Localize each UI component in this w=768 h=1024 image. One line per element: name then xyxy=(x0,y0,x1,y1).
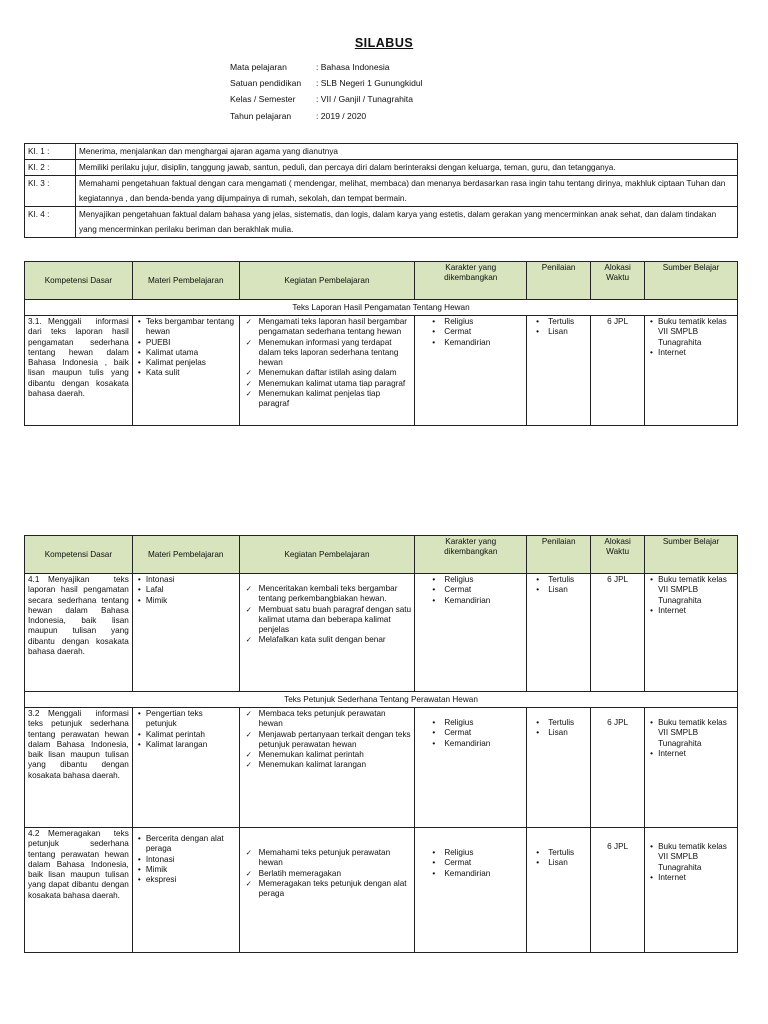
kd-cell xyxy=(25,574,133,692)
ki-row xyxy=(25,176,738,207)
list-item: ✓ Membuat satu buah paragraf dengan satu kalimat utama dan beberapa kalimat penjelas xyxy=(243,605,412,636)
list-item: • Teks bergambar tentang hewan xyxy=(136,317,236,338)
header-penilaian: Penilaian xyxy=(527,536,591,574)
kompetensi-inti-table xyxy=(24,143,738,238)
list-item: • Kata sulit xyxy=(136,368,236,378)
table-row xyxy=(25,828,738,953)
list-item: • Lisan xyxy=(530,585,587,595)
penilaian-cell xyxy=(527,708,591,828)
list-item: ✓ Melafalkan kata sulit dengan benar xyxy=(243,635,412,645)
list-item: • Religius xyxy=(418,317,523,327)
karakter-cell xyxy=(415,574,527,692)
penilaian-cell xyxy=(527,574,591,692)
alokasi-cell: 6 JPL xyxy=(591,828,645,953)
list-item: • Kemandirian xyxy=(418,869,523,879)
meta-row xyxy=(230,75,423,91)
list-item: • PUEBI xyxy=(136,338,236,348)
header-kegiatan: Kegiatan Pembelajaran xyxy=(239,536,415,574)
list-item: • Internet xyxy=(648,749,734,759)
materi-cell xyxy=(132,828,239,953)
list-item: • Bercerita dengan alat peraga xyxy=(136,834,236,855)
header-karakter: Karakter yang dikembangkan xyxy=(415,262,527,300)
alokasi-cell: 6 JPL xyxy=(591,708,645,828)
list-item: • Religius xyxy=(418,575,523,585)
list-item: • Kalimat utama xyxy=(136,348,236,358)
list-item: • Religius xyxy=(418,848,523,858)
kegiatan-cell xyxy=(239,316,415,426)
meta-value: : 2019 / 2020 xyxy=(316,110,367,121)
list-item: • Tertulis xyxy=(530,848,587,858)
meta-row xyxy=(230,91,423,107)
list-item: • Cermat xyxy=(418,858,523,868)
sumber-cell xyxy=(645,828,738,953)
ki-text: Menerima, menjalankan dan menghargai ajaran agama yang dianutnya xyxy=(76,144,738,160)
kegiatan-cell xyxy=(239,828,415,953)
ki-row xyxy=(25,207,738,238)
kd-text: Menggali informasi dari teks laporan hasil pengamatan sederhana tentang hewan dalam Bahasa Indonesia , baik lisan maupun tulis yang dibantu dengan kosakata bahasa daerah. xyxy=(28,317,129,399)
ki-label: KI. 3 : xyxy=(25,176,76,207)
table-header xyxy=(25,262,738,300)
list-item: • Intonasi xyxy=(136,575,236,585)
section-row xyxy=(25,692,738,708)
kd-number: 4.1 xyxy=(28,575,40,584)
penilaian-cell xyxy=(527,828,591,953)
materi-cell xyxy=(132,708,239,828)
list-item: • Lisan xyxy=(530,327,587,337)
section-title: Teks Petunjuk Sederhana Tentang Perawatan Hewan xyxy=(25,692,738,708)
kd-cell xyxy=(25,708,133,828)
karakter-cell xyxy=(415,828,527,953)
kegiatan-cell xyxy=(239,574,415,692)
sumber-cell xyxy=(645,316,738,426)
table-row xyxy=(25,574,738,692)
kd-text: Memeragakan teks petunjuk sederhana tentang perawatan hewan dalam Bahasa Indonesia, baik lisan maupun tulisan yang dapat dibantu dengan kosakata bahasa daerah. xyxy=(28,829,129,900)
list-item: ✓ Menemukan kalimat penjelas tiap paragraf xyxy=(243,389,412,410)
header-karakter: Karakter yang dikembangkan xyxy=(415,536,527,574)
header-kompetensi-dasar: Kompetensi Dasar xyxy=(25,536,133,574)
list-item: • Buku tematik kelas VII SMPLB Tunagrahita xyxy=(648,317,734,348)
syllabus-table-2 xyxy=(24,535,738,953)
list-item: • ekspresi xyxy=(136,875,236,885)
list-item: ✓ Menemukan daftar istilah asing dalam xyxy=(243,368,412,378)
list-item: ✓ Berlatih memeragakan xyxy=(243,869,412,879)
list-item: • Kemandirian xyxy=(418,596,523,606)
list-item: • Lisan xyxy=(530,858,587,868)
sumber-cell xyxy=(645,574,738,692)
list-item: • Tertulis xyxy=(530,317,587,327)
kd-text: Menggali informasi teks petunjuk sederhana tentang perawatan hewan dalam Bahasa Indonesia, baik lisan maupun tulisan yang dibantu dengan kosakata bahasa daerah. xyxy=(28,709,129,780)
list-item: • Religius xyxy=(418,718,523,728)
table-row xyxy=(25,316,738,426)
list-item: ✓ Menceritakan kembali teks bergambar tentang perkembangbiakan hewan. xyxy=(243,584,412,605)
list-item: • Internet xyxy=(648,348,734,358)
kd-number: 3.2 xyxy=(28,709,40,718)
list-item: ✓ Menemukan informasi yang terdapat dalam teks laporan sederhana tentang hewan xyxy=(243,338,412,369)
page-title: SILABUS xyxy=(354,36,414,50)
karakter-cell xyxy=(415,708,527,828)
header-materi: Materi Pembelajaran xyxy=(132,262,239,300)
list-item: ✓ Menemukan kalimat perintah xyxy=(243,750,412,760)
meta-label: Tahun pelajaran xyxy=(230,110,292,121)
header-sumber: Sumber Belajar xyxy=(645,262,738,300)
list-item: ✓ Memeragakan teks petunjuk dengan alat peraga xyxy=(243,879,412,900)
list-item: ✓ Mengamati teks laporan hasil bergambar pengamatan sederhana tentang hewan xyxy=(243,317,412,338)
section-title: Teks Laporan Hasil Pengamatan Tentang Hewan xyxy=(25,300,738,316)
meta-value: : VII / Ganjil / Tunagrahita xyxy=(316,94,413,105)
kd-number: 3.1. xyxy=(28,317,42,326)
ki-text: Menyajikan pengetahuan faktual dalam bahasa yang jelas, sistematis, dan logis, dalam karya yang estetis, dalam gerakan yang mencerminkan anak sehat, dan dalam tindakan yang mencerminkan perilaku beriman dan berakhlak mulia. xyxy=(76,207,738,238)
section-row xyxy=(25,300,738,316)
list-item: • Cermat xyxy=(418,728,523,738)
list-item: • Internet xyxy=(648,606,734,616)
meta-value: : Bahasa Indonesia xyxy=(316,62,390,72)
ki-row xyxy=(25,160,738,176)
ki-text: Memiliki perilaku jujur, disiplin, tanggung jawab, santun, peduli, dan percaya diri dalam berinteraksi dengan keluarga, teman, guru, dan tetangganya. xyxy=(76,160,738,176)
header-alokasi: Alokasi Waktu xyxy=(591,262,645,300)
list-item: • Buku tematik kelas VII SMPLB Tunagrahita xyxy=(648,718,734,749)
kd-text: Menyajikan teks laporan hasil pengamatan secara sederhana tentang hewan dalam Bahasa Indonesia, baik lisan maupun tulisan yang dibantu dengan kosakata bahasa daerah. xyxy=(28,575,129,657)
ki-row xyxy=(25,144,738,160)
list-item: • Kemandirian xyxy=(418,739,523,749)
list-item: • Kalimat larangan xyxy=(136,740,236,750)
list-item: • Kalimat penjelas xyxy=(136,358,236,368)
table-row xyxy=(25,708,738,828)
list-item: • Intonasi xyxy=(136,855,236,865)
list-item: • Lafal xyxy=(136,585,236,595)
list-item: ✓ Memahami teks petunjuk perawatan hewan xyxy=(243,848,412,869)
list-item: • Internet xyxy=(648,873,734,883)
identity-block xyxy=(230,59,423,124)
penilaian-cell xyxy=(527,316,591,426)
list-item: • Buku tematik kelas VII SMPLB Tunagrahita xyxy=(648,575,734,606)
list-item: ✓ Menemukan kalimat utama tiap paragraf xyxy=(243,379,412,389)
list-item: • Cermat xyxy=(418,585,523,595)
ki-text: Memahami pengetahuan faktual dengan cara mengamati ( mendengar, melihat, membaca) dan menanya berdasarkan rasa ingin tahu tentang dirinya, makhluk ciptaan Tuhan dan kegiatannya , dan benda-benda yang dijumpainya di rumah, sekolah, dan tempat bermain. xyxy=(76,176,738,207)
sumber-cell xyxy=(645,708,738,828)
materi-cell xyxy=(132,574,239,692)
meta-row xyxy=(230,108,423,124)
materi-cell xyxy=(132,316,239,426)
header-sumber: Sumber Belajar xyxy=(645,536,738,574)
kd-cell xyxy=(25,828,133,953)
syllabus-table-1 xyxy=(24,261,738,426)
list-item: • Kemandirian xyxy=(418,338,523,348)
kd-cell xyxy=(25,316,133,426)
karakter-cell xyxy=(415,316,527,426)
kegiatan-cell xyxy=(239,708,415,828)
ki-label: KI. 4 : xyxy=(25,207,76,238)
alokasi-cell: 6 JPL xyxy=(591,316,645,426)
header-kompetensi-dasar: Kompetensi Dasar xyxy=(25,262,133,300)
list-item: • Tertulis xyxy=(530,718,587,728)
list-item: • Lisan xyxy=(530,728,587,738)
header-penilaian: Penilaian xyxy=(527,262,591,300)
meta-row xyxy=(230,59,423,75)
list-item: • Pengertian teks petunjuk xyxy=(136,709,236,730)
meta-label: Kelas / Semester xyxy=(230,94,296,105)
alokasi-cell: 6 JPL xyxy=(591,574,645,692)
table-header xyxy=(25,536,738,574)
header-materi: Materi Pembelajaran xyxy=(132,536,239,574)
header-kegiatan: Kegiatan Pembelajaran xyxy=(239,262,415,300)
ki-label: KI. 2 : xyxy=(25,160,76,176)
list-item: • Mimik xyxy=(136,865,236,875)
meta-label: Satuan pendidikan xyxy=(230,78,302,89)
meta-value: : SLB Negeri 1 Gunungkidul xyxy=(316,78,423,89)
meta-label: Mata pelajaran xyxy=(230,62,287,72)
list-item: ✓ Membaca teks petunjuk perawatan hewan xyxy=(243,709,412,730)
list-item: ✓ Menjawab pertanyaan terkait dengan teks petunjuk perawatan hewan xyxy=(243,730,412,751)
list-item: • Cermat xyxy=(418,327,523,337)
list-item: ✓ Menemukan kalimat larangan xyxy=(243,760,412,770)
list-item: • Kalimat perintah xyxy=(136,730,236,740)
list-item: • Mimik xyxy=(136,596,236,606)
list-item: • Buku tematik kelas VII SMPLB Tunagrahita xyxy=(648,842,734,873)
header-alokasi: Alokasi Waktu xyxy=(591,536,645,574)
kd-number: 4.2 xyxy=(28,829,40,838)
list-item: • Tertulis xyxy=(530,575,587,585)
ki-label: KI. 1 : xyxy=(25,144,76,160)
